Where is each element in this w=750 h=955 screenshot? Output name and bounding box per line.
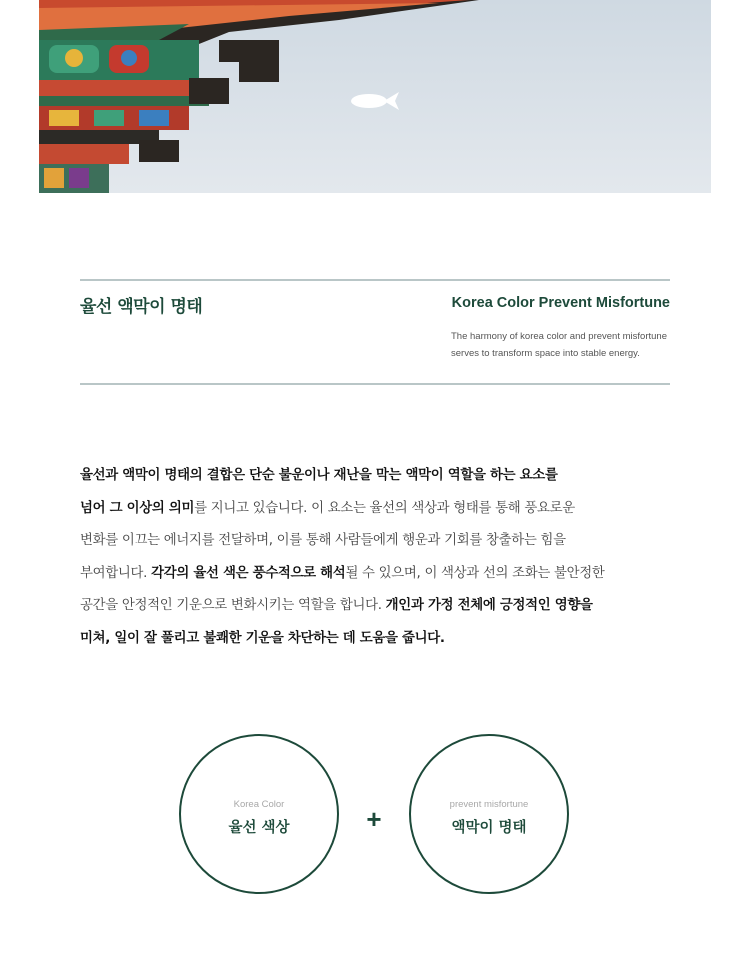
- circle-caption: prevent misfortune: [449, 799, 529, 810]
- circle-label: 율선 색상: [228, 820, 290, 836]
- plain-text: 를 지니고 있습니다. 이 요소는 율선의 색상과 형태를 통해 풍요로운: [194, 500, 575, 516]
- divider-bottom: [80, 383, 670, 385]
- bold-text: 각각의 율선 색은 풍수적으로 해석: [151, 565, 346, 581]
- paragraph-line: [80, 623, 700, 656]
- paragraph-line: [80, 493, 700, 526]
- body-paragraph: [80, 460, 700, 655]
- paragraph-line: [80, 590, 700, 623]
- section-title-english: Korea Color Prevent Misfortune: [451, 295, 670, 311]
- temple-eaves-photo: [39, 0, 711, 193]
- plain-text: 부여합니다.: [80, 565, 152, 581]
- bold-text: 미쳐, 일이 잘 풀리고 불쾌한 기운을 차단하는 데 도움을 줍니다.: [80, 630, 445, 646]
- section-title-korean: 율선 액막이 명태: [80, 297, 203, 317]
- prevent-misfortune-circle: [409, 734, 569, 894]
- circle-caption: Korea Color: [233, 799, 285, 810]
- plain-text: 공간을 안정적인 기운으로 변화시키는 역할을 합니다.: [80, 598, 386, 613]
- circle-label: 액막이 명태: [451, 820, 527, 836]
- bold-text: 넘어 그 이상의 의미: [80, 500, 195, 516]
- bold-text: 개인과 가정 전체에 긍정적인 영향을: [385, 598, 593, 613]
- korea-color-circle: [179, 734, 339, 894]
- plus-icon: +: [366, 804, 382, 834]
- hero-image: [39, 0, 711, 193]
- plain-text: 될 수 있으며, 이 색상과 선의 조화는 불안정한: [345, 565, 605, 581]
- paragraph-line: 변화를 이끄는 에너지를 전달하며, 이를 통해 사람들에게 행운과 기회를 창출하는 힘을: [80, 533, 566, 548]
- divider-top: [80, 279, 670, 281]
- paragraph-line: [80, 460, 700, 493]
- subtitle-line: The harmony of korea color and prevent misfortune: [451, 331, 667, 342]
- bold-text: 율선과 액막이 명태의 결합은 단순 불운이나 재난을 막는 액막이 역할을 하는 요소를: [80, 468, 558, 483]
- subtitle-line: serves to transform space into stable energy.: [451, 348, 640, 359]
- section-subtitle: [451, 328, 681, 362]
- paragraph-line: [80, 558, 700, 591]
